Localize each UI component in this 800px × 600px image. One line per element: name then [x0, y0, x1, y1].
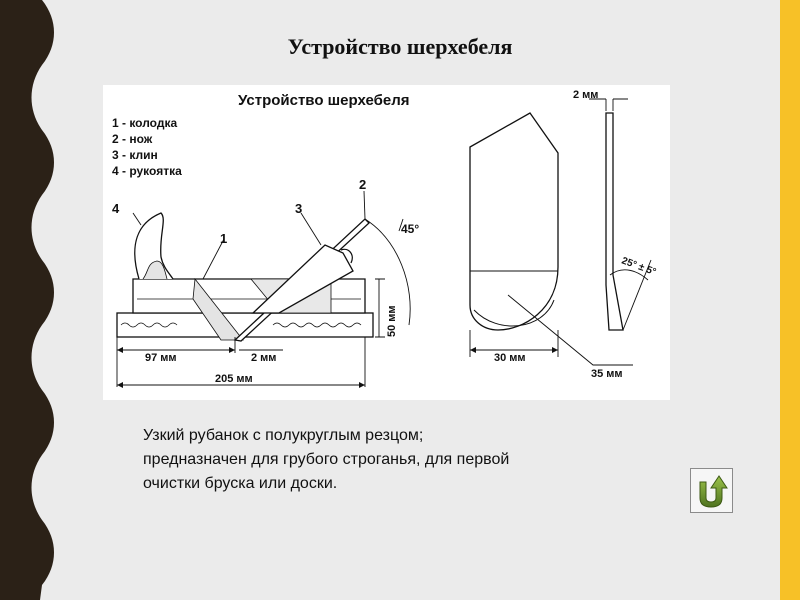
accent-stripe [780, 0, 800, 600]
part-number-4: 4 [112, 201, 120, 216]
description-line: предназначен для грубого строганья, для первой [143, 451, 510, 468]
angle-25-label: 25° ± 5° [619, 255, 658, 279]
wavy-side-decoration [0, 0, 80, 600]
plane-diagram [103, 85, 670, 400]
legend-item-body: 1 - колодка [112, 116, 178, 130]
angle-45-label: 45° [401, 222, 420, 236]
dimension-97mm: 97 мм [145, 352, 177, 364]
figure-title: Устройство шерхебеля [238, 92, 410, 109]
legend-item-handle: 4 - рукоятка [112, 164, 182, 178]
dimension-205mm: 205 мм [215, 373, 253, 385]
return-arrow-icon [692, 470, 731, 511]
description-line: Узкий рубанок с полукруглым резцом; [143, 427, 424, 444]
legend-item-blade: 2 - нож [112, 132, 153, 146]
back-button[interactable] [690, 468, 733, 513]
dimension-30mm: 30 мм [494, 352, 526, 364]
dimension-50mm: 50 мм [386, 305, 398, 337]
dimension-2mm-top: 2 мм [573, 89, 599, 101]
part-number-3: 3 [295, 201, 303, 216]
legend-item-wedge: 3 - клин [112, 148, 158, 162]
blade-side-profile [589, 99, 651, 330]
part-number-2: 2 [359, 177, 367, 192]
part-number-1: 1 [220, 231, 228, 246]
description-line: очистки бруска или доски. [143, 475, 338, 492]
description-text [143, 424, 623, 496]
dimension-2mm-bottom: 2 мм [251, 352, 277, 364]
slide-title: Устройство шерхебеля [287, 34, 513, 59]
dimension-35mm: 35 мм [591, 368, 623, 380]
